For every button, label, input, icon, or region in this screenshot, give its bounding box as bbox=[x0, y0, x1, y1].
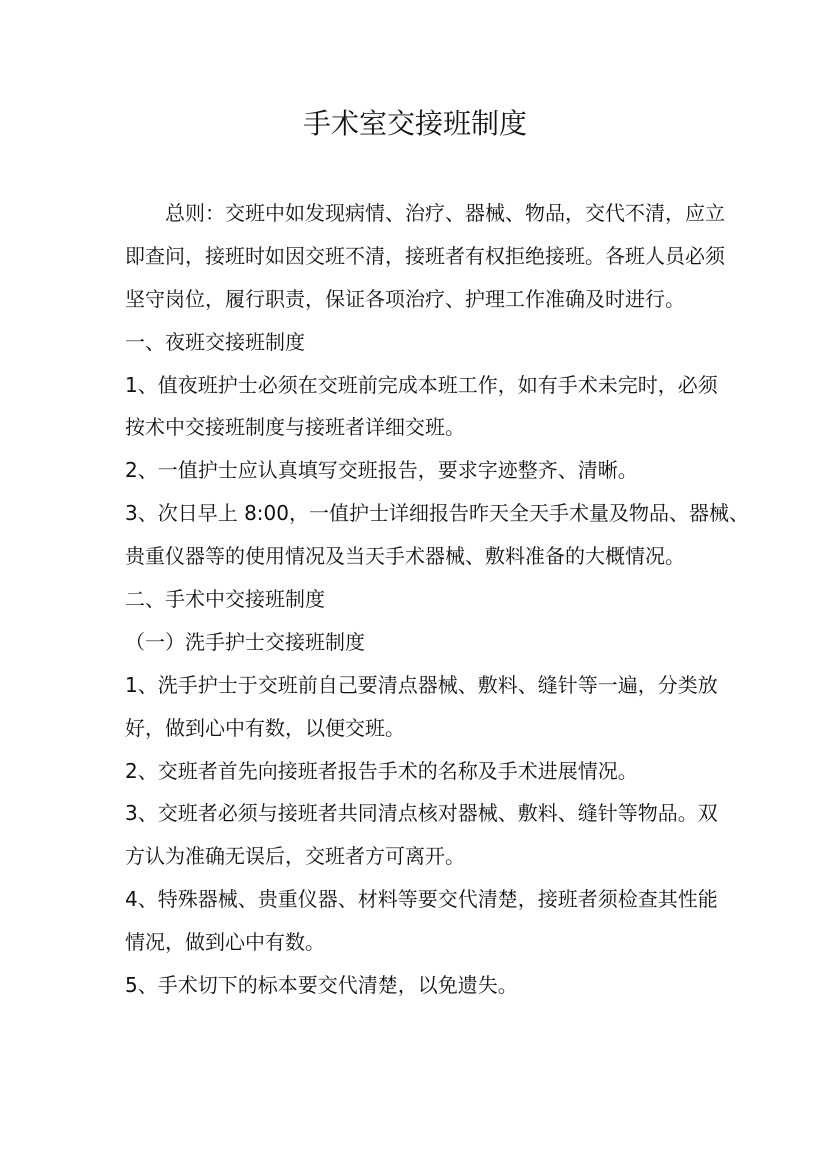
paragraph-line: 坚守岗位，履行职责，保证各项治疗、护理工作准确及时进行。 bbox=[125, 286, 685, 311]
document-title: 手术室交接班制度 bbox=[302, 107, 527, 140]
paragraph-line: 4、特殊器械、贵重仪器、材料等要交代清楚，接班者须检查其性能 bbox=[125, 887, 718, 912]
paragraph-line: 贵重仪器等的使用情况及当天手术器械、敷料准备的大概情况。 bbox=[125, 544, 685, 569]
section-heading: 二、手术中交接班制度 bbox=[125, 587, 325, 612]
paragraph-line: 5、手术切下的标本要交代清楚，以免遗失。 bbox=[125, 973, 518, 998]
paragraph-line: 3、次日早上 8:00，一值护士详细报告昨天全天手术量及物品、器械、 bbox=[125, 501, 749, 526]
paragraph-line: 总则：交班中如发现病情、治疗、器械、物品，交代不清，应立 bbox=[165, 201, 725, 225]
paragraph-line: 按术中交接班制度与接班者详细交班。 bbox=[125, 415, 465, 440]
paragraph-line: 好，做到心中有数，以便交班。 bbox=[125, 715, 405, 740]
paragraph-line: 3、交班者必须与接班者共同清点核对器械、敷料、缝针等物品。双 bbox=[125, 801, 718, 826]
subsection-heading: （一）洗手护士交接班制度 bbox=[125, 629, 365, 654]
paragraph-line: 情况，做到心中有数。 bbox=[125, 930, 325, 955]
paragraph-line: 方认为准确无误后，交班者方可离开。 bbox=[125, 844, 465, 869]
paragraph-line: 2、交班者首先向接班者报告手术的名称及手术进展情况。 bbox=[125, 758, 638, 783]
document-body bbox=[125, 192, 749, 1007]
paragraph-line: 1、洗手护士于交班前自己要清点器械、敷料、缝针等一遍，分类放 bbox=[125, 672, 718, 697]
paragraph-line: 2、一值护士应认真填写交班报告，要求字迹整齐、清晰。 bbox=[125, 458, 638, 483]
section-heading: 一、夜班交接班制度 bbox=[125, 329, 305, 354]
paragraph-line: 1、值夜班护士必须在交班前完成本班工作，如有手术未完时，必须 bbox=[125, 372, 718, 397]
paragraph-line: 即查问，接班时如因交班不清，接班者有权拒绝接班。各班人员必须 bbox=[125, 243, 725, 268]
